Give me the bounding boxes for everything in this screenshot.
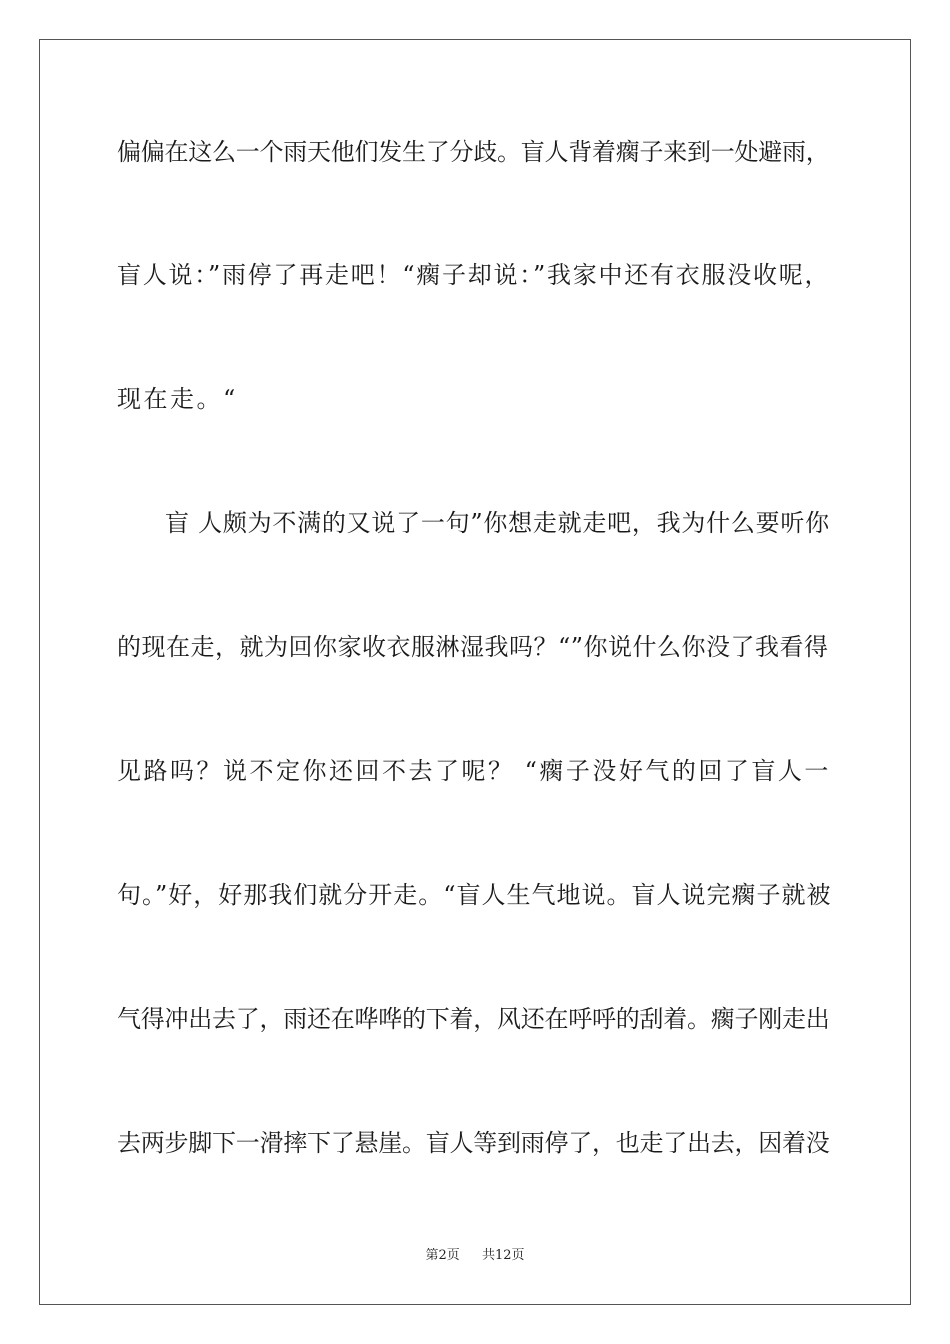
page-number: 第2页 — [425, 1248, 460, 1263]
text-line-9: 去两步脚下一滑摔下了悬崖。盲人等到雨停了，也走了出去，因着没 — [117, 1129, 830, 1157]
text-line-4: 盲 人颇为不满的又说了一句”你想走就走吧，我为什么要听你 — [165, 509, 830, 537]
page-total: 共12页 — [482, 1248, 525, 1263]
text-line-2: 盲人说：”雨停了再走吧！“瘸子却说：”我家中还有衣服没收呢， — [117, 261, 831, 289]
text-line-3: 现在走。“ — [117, 385, 238, 413]
text-line-5: 的现在走，就为回你家收衣服淋湿我吗？“”你说什么你没了我看得 — [117, 633, 829, 661]
page-footer — [0, 1247, 950, 1265]
text-line-7: 句。”好，好那我们就分开走。“盲人生气地说。盲人说完瘸子就被 — [117, 881, 832, 909]
text-line-1: 偏偏在这么一个雨天他们发生了分歧。盲人背着瘸子来到一处避雨， — [117, 138, 830, 166]
text-line-8: 气得冲出去了，雨还在哗哗的下着，风还在呼呼的刮着。瘸子刚走出 — [117, 1005, 830, 1033]
text-line-6: 见路吗？说不定你还回不去了呢？ “瘸子没好气的回了盲人一 — [117, 757, 831, 785]
page-border — [39, 39, 911, 1305]
